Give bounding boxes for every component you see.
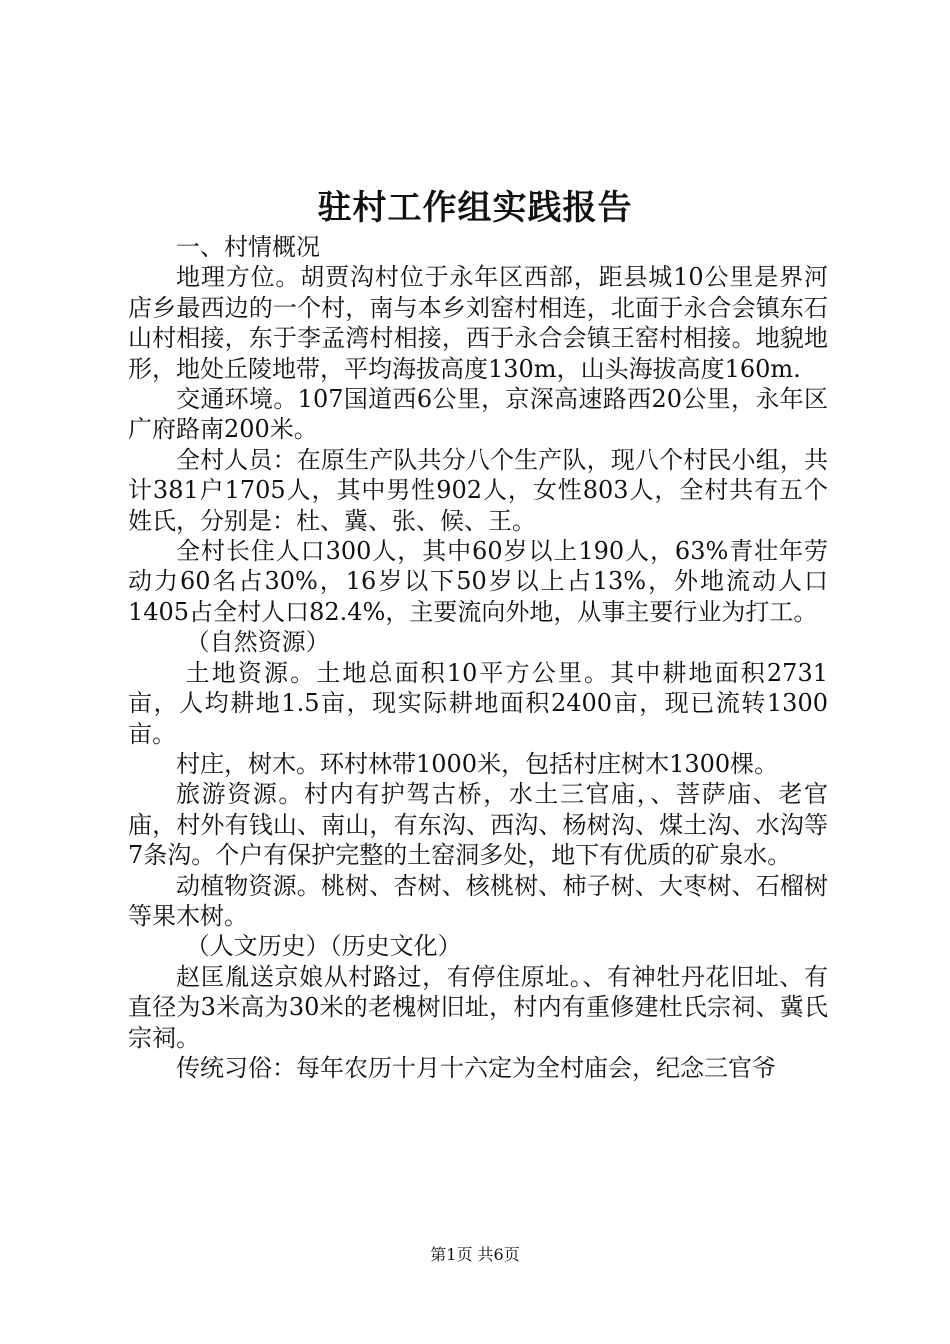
paragraph-tourism: 旅游资源。村内有护驾古桥，水土三官庙，、菩萨庙、老官庙，村外有钱山、南山，有东沟、西沟、杨树沟、煤土沟、水沟等7条沟。个户有保护完整的土窑洞多处，地下有优质的矿泉水。: [128, 780, 828, 870]
subheading-history: （人文历史）（历史文化）: [185, 932, 462, 961]
section-heading: 一、村情概况: [176, 233, 320, 261]
page-title: 驻村工作组实践报告: [317, 188, 633, 228]
paragraph-customs: 传统习俗：每年农历十月十六定为全村庙会，纪念三官爷: [176, 1053, 776, 1082]
paragraph-transport: 交通环境。107国道西6公里，京深高速路西20公里，永年区广府路南200米。: [128, 385, 828, 444]
paragraph-land: 土地资源。土地总面积10平方公里。其中耕地面积2731亩，人均耕地1.5亩，现实际耕地面积2400亩，现已流转1300亩。: [128, 658, 828, 748]
paragraph-history: 赵匡胤送京娘从村路过，有停住原址。、有神牡丹花旧址、有直径为3米高为30米的老槐树旧址，村内有重修建杜氏宗祠、冀氏宗祠。: [128, 962, 828, 1052]
paragraph-population: 全村人员：在原生产队共分八个生产队，现八个村民小组，共计381户1705人，其中男性902人，女性803人，全村共有五个姓氏，分别是：杜、冀、张、候、王。: [128, 445, 828, 535]
paragraph-flora: 动植物资源。桃树、杏树、核桃树、柿子树、大枣树、石榴树等果木树。: [128, 871, 828, 930]
page-indicator: 第1页 共6页: [430, 1245, 520, 1264]
document-body: [128, 232, 828, 1083]
paragraph-geography: 地理方位。胡贾沟村位于永年区西部，距县城10公里是界河店乡最西边的一个村，南与本乡刘窑村相连，北面于永合会镇东石山村相接，东于李孟湾村相接，西于永合会镇王窑村相接。地貌地形，地处丘陵地带，平均海拔高度130m，山头海拔高度160m.: [128, 263, 828, 383]
subheading-natural-resources: （自然资源）: [185, 628, 330, 657]
paragraph-trees: 村庄，树木。环村林带1000米，包括村庄树木1300棵。: [176, 749, 779, 778]
paragraph-residents: 全村长住人口300人，其中60岁以上190人，63%青壮年劳动力60名占30%，16岁以下50岁以上占13%，外地流动人口1405占全村人口82.4%，主要流向外地，从事主要行业为打工。: [128, 537, 828, 626]
